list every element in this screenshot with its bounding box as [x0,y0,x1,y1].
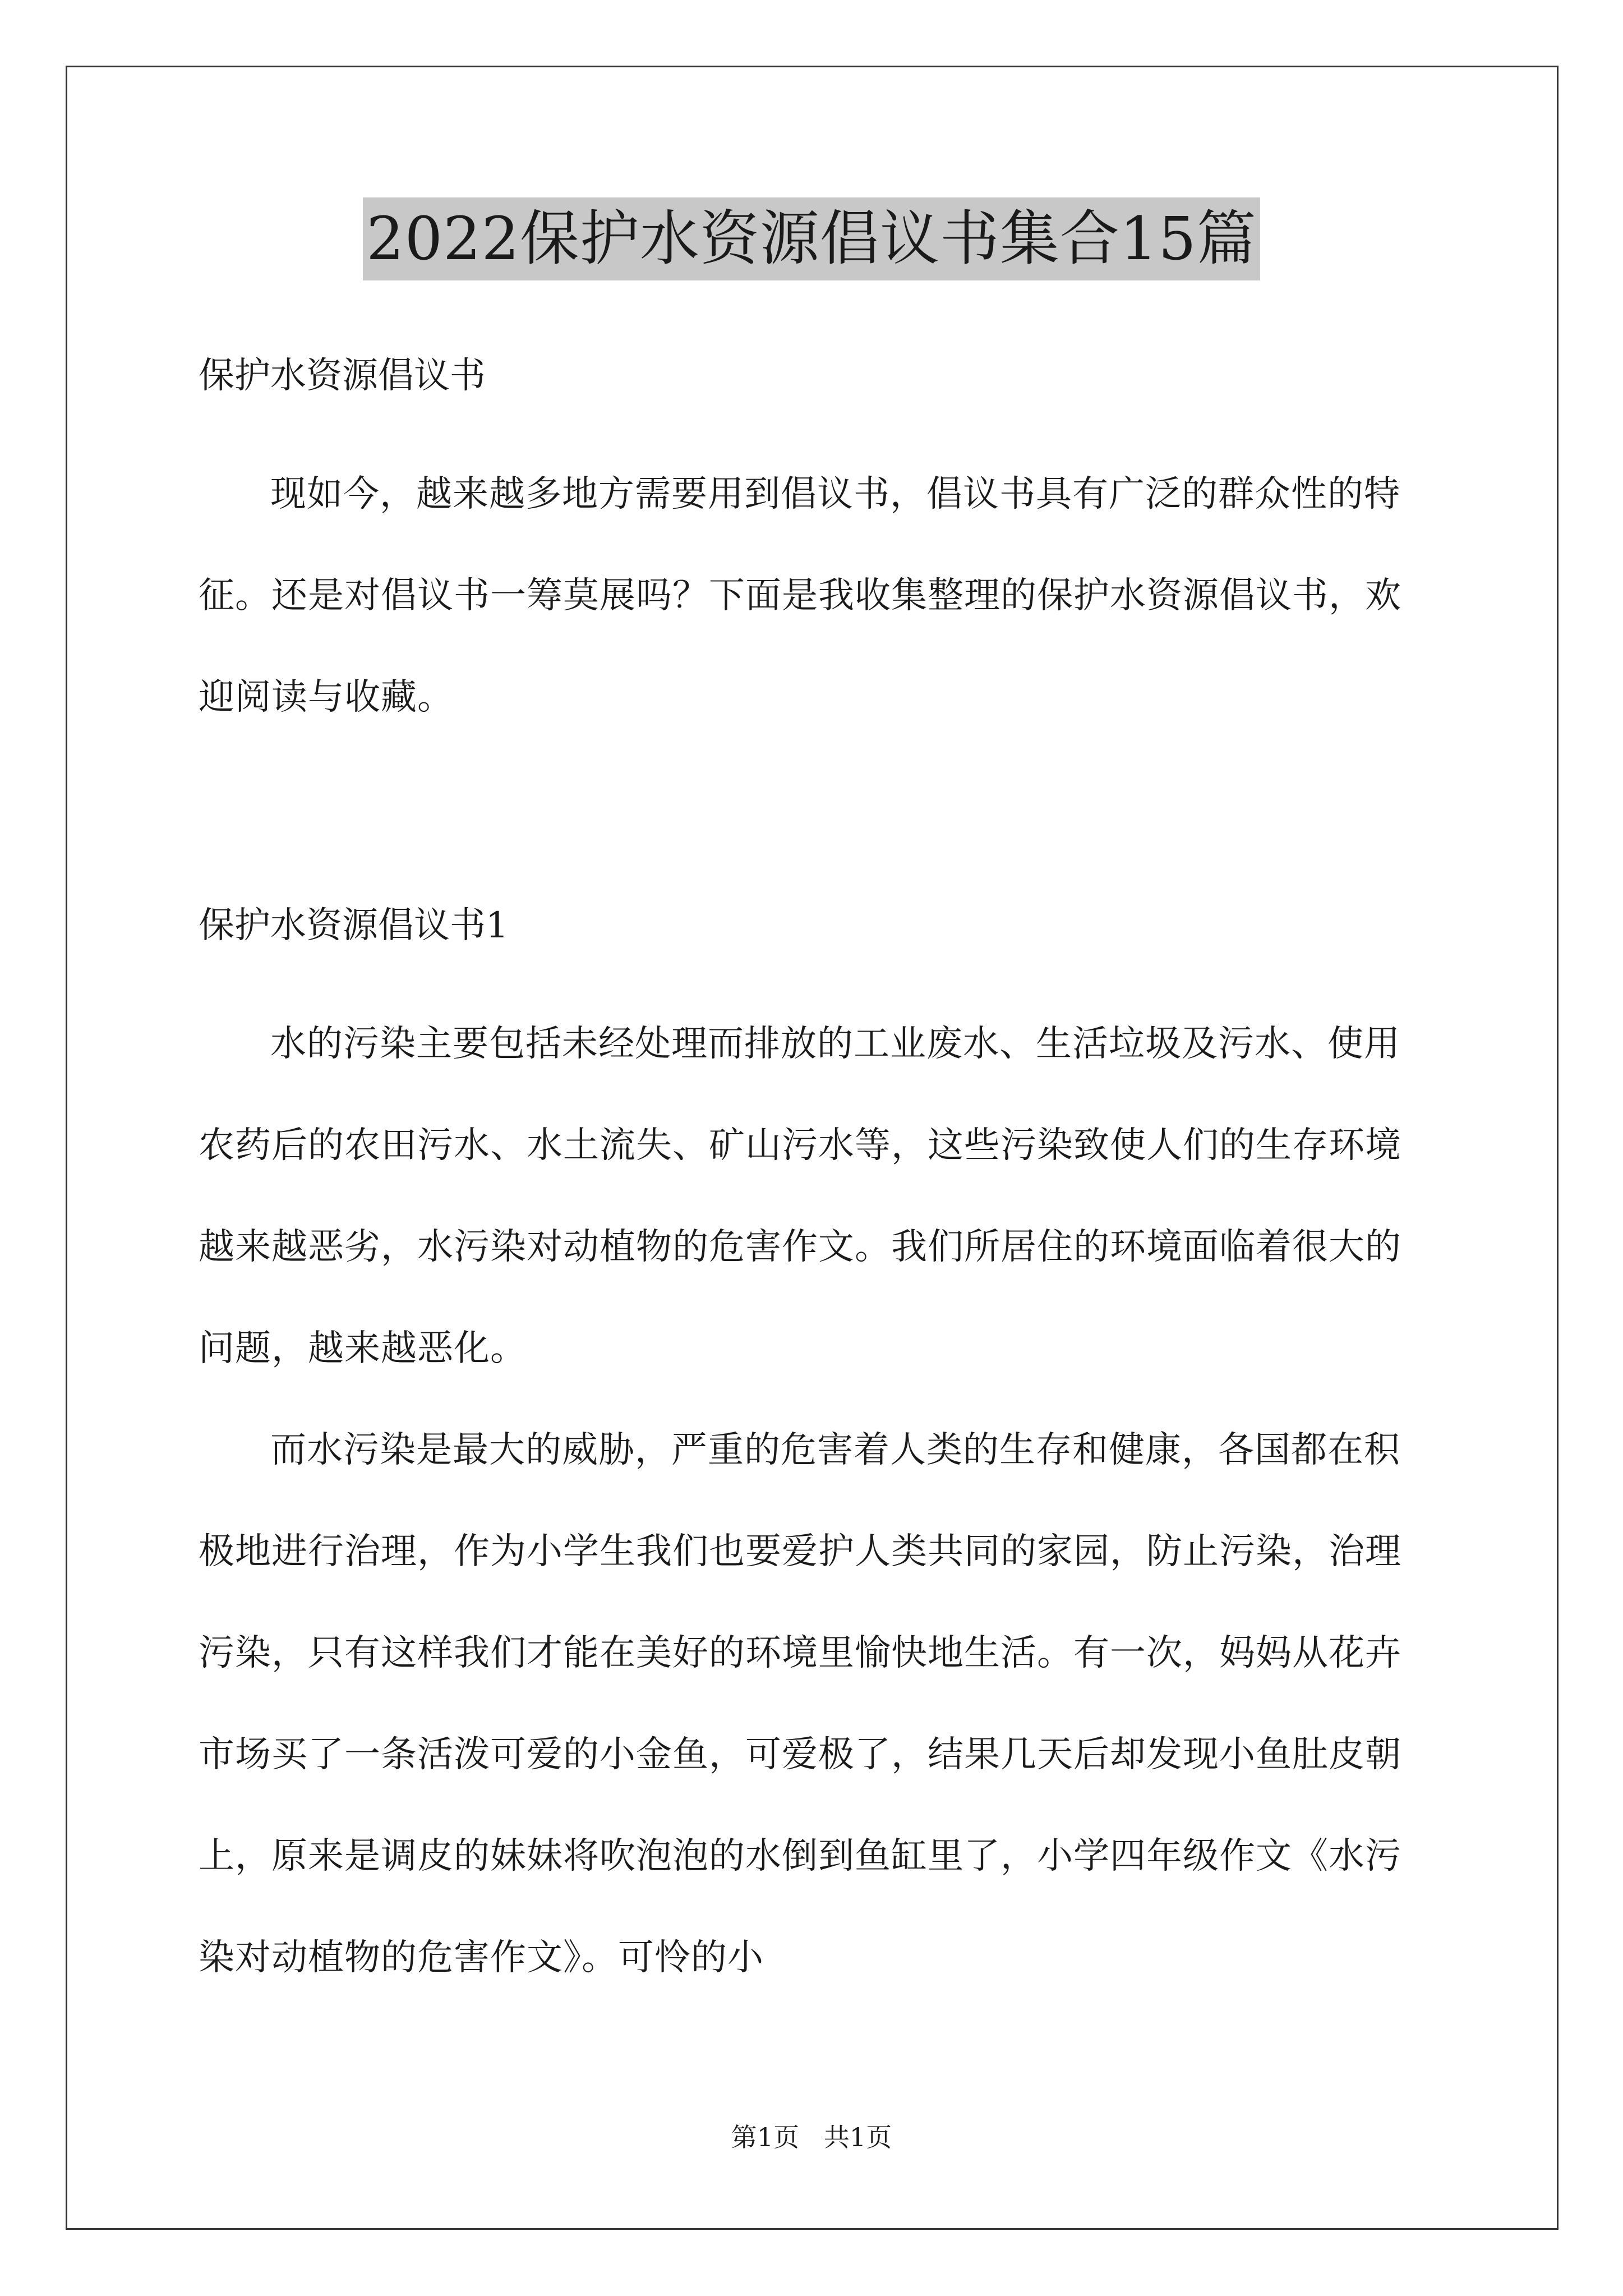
document-title: 2022保护水资源倡议书集合15篇 [363,197,1260,280]
intro-paragraph: 现如今，越来越多地方需要用到倡议书，倡议书具有广泛的群众性的特征。还是对倡议书一筹莫展吗？下面是我收集整理的保护水资源倡议书，欢迎阅读与收藏。 [199,473,1401,718]
body-paragraph-2: 而水污染是最大的威胁，严重的危害着人类的生存和健康，各国都在积极地进行治理，作为小学生我们也要爱护人类共同的家园，防止污染，治理污染，只有这样我们才能在美好的环境里愉快地生活。有一次，妈妈从花卉市场买了一条活泼可爱的小金鱼，可爱极了，结果几天后却发现小鱼肚皮朝上，原来是调皮的妹妹将吹泡泡的水倒到鱼缸里了，小学四年级作文《水污染对动植物的危害作文》。可怜的小 [199,1429,1401,1978]
body-paragraph-1: 水的污染主要包括未经处理而排放的工业废水、生活垃圾及污水、使用农药后的农田污水、水土流失、矿山污水等，这些污染致使人们的生存环境越来越恶劣，水污染对动植物的危害作文。我们所居住的环境面临着很大的问题，越来越恶化。 [199,1023,1401,1369]
page-footer: 第1页 共1页 [731,2122,892,2152]
title-container [0,197,1623,280]
sub-heading: 保护水资源倡议书1 [199,905,509,946]
document-body [199,342,1432,2009]
section-heading: 保护水资源倡议书 [199,355,486,397]
spacer [199,748,1432,892]
